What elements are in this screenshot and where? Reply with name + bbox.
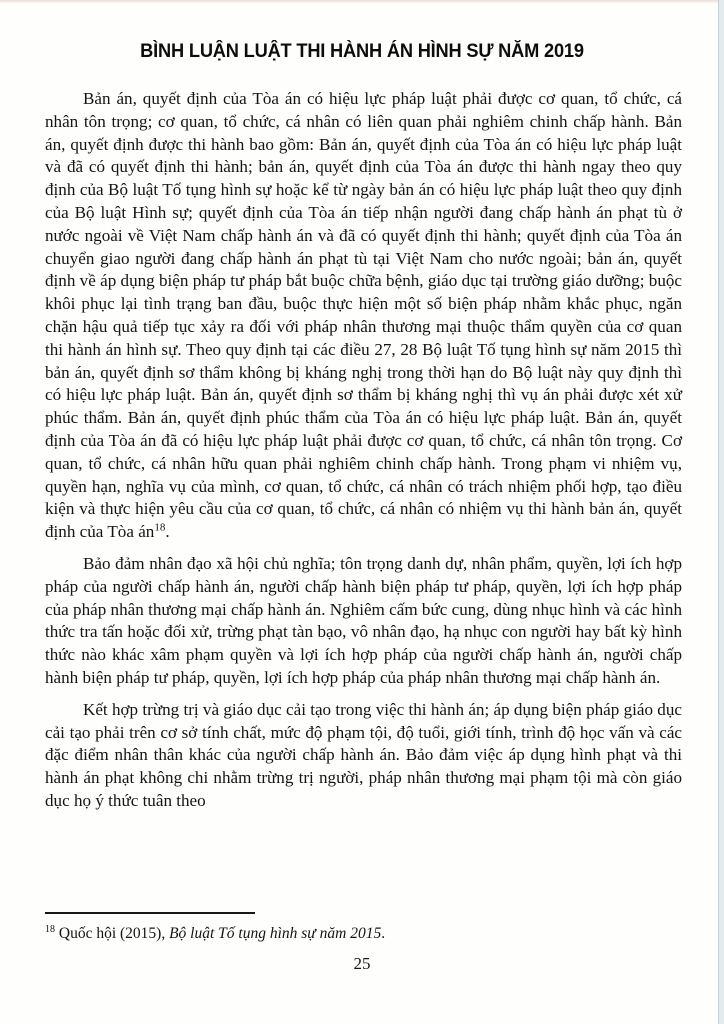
page-body [45, 88, 682, 822]
footnote-citation-author: Quốc hội (2015), [55, 925, 170, 942]
paragraph-1-text: Bản án, quyết định của Tòa án có hiệu lực pháp luật phải được cơ quan, tổ chức, cá nhân tôn trọng; cơ quan, tổ chức, cá nhân có liên quan phải nghiêm chinh chấp hành. Bản án, quyết định được thi hành bao gồm: Bản án, quyết định của Tòa án có hiệu lực pháp luật và đã có quyết định thi hành; bản án, quyết định của Tòa án được thi hành ngay theo quy định của Bộ luật Tố tụng hình sự hoặc kể từ ngày bản án có hiệu lực pháp luật theo quy định của Bộ luật Hình sự; quyết định của Tòa án tiếp nhận người đang chấp hành án phạt tù ở nước ngoài về Việt Nam chấp hành án và đã có quyết định thi hành; quyết định của Tòa án chuyển giao người đang chấp hành án phạt tù tại Việt Nam cho nước ngoài; bản án, quyết định về áp dụng biện pháp tư pháp bắt buộc chữa bệnh, giáo dục tại trường giáo dưỡng; buộc khôi phục lại tình trạng ban đầu, buộc thực hiện một số biện pháp nhằm khắc phục, ngăn chặn hậu quả tiếp tục xảy ra đối với pháp nhân thương mại thuộc thẩm quyền của cơ quan thi hành án hình sự. Theo quy định tại các điều 27, 28 Bộ luật Tố tụng hình sự năm 2015 thì bản án, quyết định sơ thẩm không bị kháng nghị trong thời hạn do Bộ luật này quy định thì có hiệu lực pháp luật. Bản án, quyết định sơ thẩm bị kháng nghị thì vụ án phải được xét xử phúc thẩm. Bản án, quyết định phúc thẩm của Tòa án có hiệu lực pháp luật. Bản án, quyết định của Tòa án đã có hiệu lực pháp luật phải được cơ quan, tổ chức, cá nhân tôn trọng. Cơ quan, tổ chức, cá nhân hữu quan phải nghiêm chinh chấp hành. Trong phạm vi nhiệm vụ, quyền hạn, nghĩa vụ của mình, cơ quan, tổ chức, cá nhân có trách nhiệm phối hợp, tạo điều kiện và thực hiện yêu cầu của cơ quan, tổ chức, cá nhân có nhiệm vụ thi hành bản án, quyết định của Tòa án [45, 89, 682, 542]
page-number: 25 [353, 954, 371, 973]
footnote-divider [45, 912, 255, 914]
paragraph-judgments-decisions [45, 88, 682, 544]
scan-top-edge [0, 0, 724, 3]
page-header-title: BÌNH LUẬN LUẬT THI HÀNH ÁN HÌNH SỰ NĂM 2019 [140, 41, 584, 62]
footnote-area [45, 912, 682, 944]
footnote-text [45, 924, 682, 944]
footnote-number: 18 [45, 923, 55, 935]
footnote-citation-title: Bộ luật Tố tụng hình sự năm 2015 [169, 925, 382, 942]
scan-right-edge [718, 0, 724, 1024]
footnote-citation-suffix: . [381, 925, 386, 942]
paragraph-humanitarian-principle: Bảo đảm nhân đạo xã hội chủ nghĩa; tôn trọng danh dự, nhân phẩm, quyền, lợi ích hợp pháp của người chấp hành án, người chấp hành biện pháp tư pháp, quyền, lợi ích hợp pháp của pháp nhân thương mại chấp hành án. Nghiêm cấm bức cung, dùng nhục hình và các hình thức tra tấn hoặc đối xử, trừng phạt tàn bạo, vô nhân đạo, hạ nhục con người hay bất kỳ hình thức nào khác xâm phạm quyền và lợi ích hợp pháp của người chấp hành án, người chấp hành biện pháp tư pháp, quyền, lợi ích hợp pháp của pháp nhân thương mại chấp hành án. [45, 553, 682, 687]
paragraph-1-suffix: . [165, 522, 170, 542]
paragraph-punishment-education: Kết hợp trừng trị và giáo dục cải tạo trong việc thi hành án; áp dụng biện pháp giáo dục cải tạo phải trên cơ sở tính chất, mức độ phạm tội, độ tuổi, giới tính, trình độ học vấn và các đặc điểm nhân thân khác của người chấp hành án. Bảo đảm việc áp dụng hình phạt và thi hành án phạt không chi nhằm trừng trị người, pháp nhân thương mại phạm tội mà còn giáo dục họ ý thức tuân theo [45, 699, 682, 810]
footnote-reference-18: 18 [154, 521, 166, 534]
